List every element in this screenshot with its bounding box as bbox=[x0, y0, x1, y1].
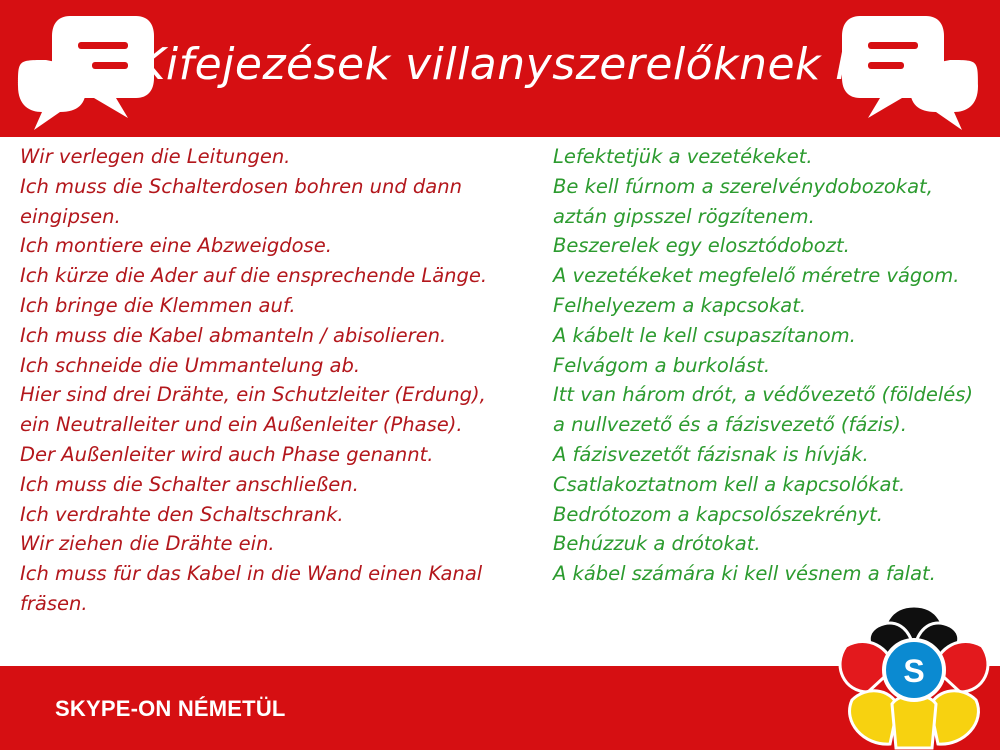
german-line: Ich muss für das Kabel in die Wand einen Kanal bbox=[20, 562, 483, 586]
german-line: Ich muss die Kabel abmanteln / abisolieren. bbox=[20, 323, 447, 347]
hungarian-line: A kábel számára ki kell vésnem a falat. bbox=[553, 562, 936, 586]
hungarian-line: Felvágom a burkolást. bbox=[553, 353, 771, 377]
hungarian-line: Csatlakoztatnom kell a kapcsolókat. bbox=[553, 472, 906, 496]
german-line: Ich schneide die Ummantelung ab. bbox=[20, 353, 361, 377]
german-line: ein Neutralleiter und ein Außenleiter (Phase). bbox=[20, 413, 463, 437]
flower-logo-icon bbox=[828, 596, 1000, 750]
hungarian-line: Lefektetjük a vezetékeket. bbox=[553, 145, 813, 168]
german-line: Ich muss die Schalter anschließen. bbox=[20, 472, 359, 496]
hungarian-line: Behúzzuk a drótokat. bbox=[553, 532, 761, 556]
logo-letter: S bbox=[903, 653, 925, 689]
german-line: fräsen. bbox=[20, 591, 88, 615]
german-line: Wir verlegen die Leitungen. bbox=[20, 145, 291, 168]
german-line: eingipsen. bbox=[20, 204, 121, 228]
hungarian-line: Be kell fúrnom a szerelvénydobozokat, bbox=[553, 174, 933, 198]
german-line: Ich kürze die Ader auf die ensprechende Länge. bbox=[20, 264, 488, 288]
footer-label: SKYPE-ON NÉMETÜL bbox=[55, 696, 286, 721]
german-line: Hier sind drei Drähte, ein Schutzleiter (Erdung), bbox=[20, 383, 486, 407]
german-line: Der Außenleiter wird auch Phase genannt. bbox=[20, 442, 434, 466]
hungarian-line: Beszerelek egy elosztódobozt. bbox=[553, 234, 850, 258]
hungarian-phrases bbox=[553, 142, 998, 589]
hungarian-line: Felhelyezem a kapcsokat. bbox=[553, 293, 807, 317]
hungarian-line: aztán gipsszel rögzítenem. bbox=[553, 204, 815, 228]
german-phrases bbox=[20, 142, 535, 619]
german-line: Ich muss die Schalterdosen bohren und dann bbox=[20, 174, 462, 198]
german-line: Ich montiere eine Abzweigdose. bbox=[20, 234, 332, 258]
hungarian-line: A fázisvezetőt fázisnak is hívják. bbox=[553, 442, 869, 466]
page-title: Kifejezések villanyszerelőknek I. bbox=[136, 39, 864, 90]
hungarian-line: A kábelt le kell csupaszítanom. bbox=[553, 323, 856, 347]
hungarian-line: a nullvezető és a fázisvezető (fázis). bbox=[553, 413, 907, 437]
german-line: Wir ziehen die Drähte ein. bbox=[20, 532, 275, 556]
hungarian-line: Bedrótozom a kapcsolószekrényt. bbox=[553, 502, 884, 526]
german-line: Ich verdrahte den Schaltschrank. bbox=[20, 502, 344, 526]
german-line: Ich bringe die Klemmen auf. bbox=[20, 293, 296, 317]
hungarian-line: Itt van három drót, a védővezető (földelés) bbox=[553, 383, 974, 407]
hungarian-line: A vezetékeket megfelelő méretre vágom. bbox=[553, 264, 960, 288]
